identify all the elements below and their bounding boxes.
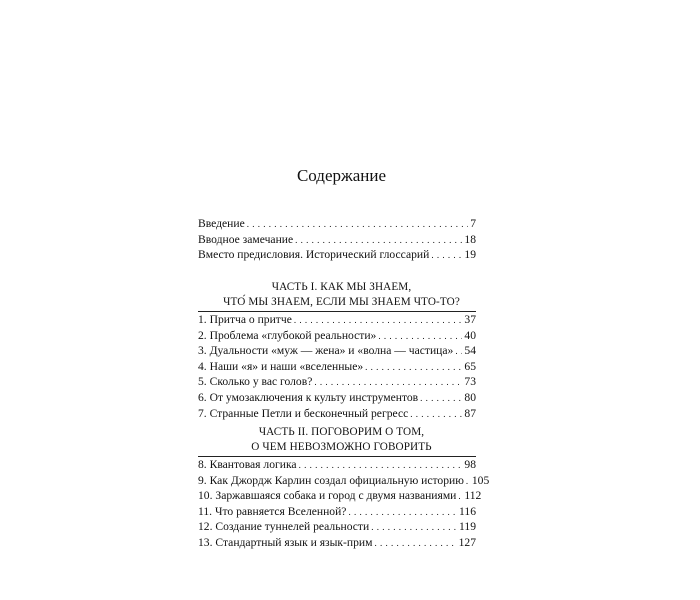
toc-entry-introduction [198,216,476,232]
toc-entry-page: 54 [464,344,476,358]
front-matter-list [198,216,476,263]
toc-entry-introductory-note [198,232,476,248]
toc-entry-label: 11. Что равняется Вселенной? [198,504,347,518]
toc-entry-page: 37 [464,313,476,326]
toc-entry-chapter-11 [198,504,476,520]
leader-dots [294,312,463,329]
toc-entry-label: 13. Стандартный язык и язык-прим [198,535,373,549]
toc-entry-label: 7. Странные Петли и бесконечный регресс [198,406,409,420]
toc-entry-label: 12. Создание туннелей реальности [198,520,370,534]
toc-entry-chapter-2 [198,328,476,344]
toc-entry-page: 98 [464,458,476,471]
toc-entry-page: 112 [464,489,482,503]
toc-entry-chapter-13 [198,535,476,551]
leader-dots [410,406,462,423]
toc-entry-page: 7 [470,217,476,230]
part-1-heading [0,280,683,310]
toc-entry-chapter-7 [198,406,476,422]
toc-entry-page: 65 [464,359,476,373]
toc-entry-chapter-10 [198,488,482,504]
toc-entry-label: 1. Притча о притче [198,313,292,326]
toc-entry-label: 4. Наши «я» и наши «вселенные» [198,359,364,373]
toc-entry-page: 19 [464,248,476,262]
part-heading-line: ЧТО́ МЫ ЗНАЕМ, ЕСЛИ МЫ ЗНАЕМ ЧТО-ТО? [223,296,460,308]
page-title: Содержание [296,166,387,185]
toc-entry-glossary [198,247,476,263]
leader-dots [314,374,462,391]
toc-entry-page: 80 [464,390,476,404]
leader-dots [458,488,462,505]
leader-dots [466,473,470,490]
leader-dots [374,535,456,552]
leader-dots [365,359,462,376]
toc-entry-chapter-3 [198,343,476,359]
part-heading-line: ЧАСТЬ I. КАК МЫ ЗНАЕМ, [271,281,412,293]
part-1-chapter-list [198,312,476,421]
toc-entry-chapter-1 [198,312,476,328]
toc-entry-label: 10. Заржавшаяся собака и город с двумя названиями [198,489,457,503]
part-heading-line: О ЧЕМ НЕВОЗМОЖНО ГОВОРИТЬ [251,441,432,453]
toc-entry-page: 105 [471,473,490,487]
toc-entry-label: 5. Сколько у вас голов? [198,375,313,389]
toc-entry-chapter-5 [198,374,476,390]
toc-entry-label: 6. От умозаключения к культу инструментов [198,390,419,404]
toc-entry-chapter-4 [198,359,476,375]
toc-entry-label: Вместо предисловия. Исторический глоссарий [198,248,430,262]
leader-dots [371,519,457,536]
toc-entry-label: 3. Дуальности «муж — жена» и «волна — частица» [198,344,454,358]
toc-entry-label: 9. Как Джордж Карлин создал официальную историю [198,473,464,487]
toc-entry-page: 87 [464,406,476,420]
toc-entry-page: 119 [459,520,476,534]
toc-entry-label: Введение [198,217,245,230]
toc-entry-page: 116 [459,504,476,518]
toc-entry-chapter-8 [198,457,476,473]
toc-entry-label: 8. Квантовая логика [198,458,297,471]
leader-dots [420,390,462,407]
leader-dots [378,328,462,345]
toc-entry-page: 40 [464,328,476,342]
toc-entry-chapter-9 [198,473,490,489]
leader-dots [247,216,468,233]
toc-entry-chapter-12 [198,519,476,535]
toc-entry-page: 18 [464,232,476,246]
toc-entry-page: 73 [464,375,476,389]
leader-dots [299,457,463,474]
part-heading-line: ЧАСТЬ II. ПОГОВОРИМ О ТОМ, [258,426,425,438]
leader-dots [431,247,462,264]
leader-dots [455,343,462,360]
leader-dots [348,504,457,521]
toc-entry-chapter-6 [198,390,476,406]
leader-dots [295,232,462,249]
toc-entry-label: Вводное замечание [198,232,294,246]
part-2-chapter-list [198,457,490,551]
toc-entry-label: 2. Проблема «глубокой реальности» [198,328,377,342]
part-2-heading [0,425,683,455]
toc-entry-page: 127 [458,535,476,549]
